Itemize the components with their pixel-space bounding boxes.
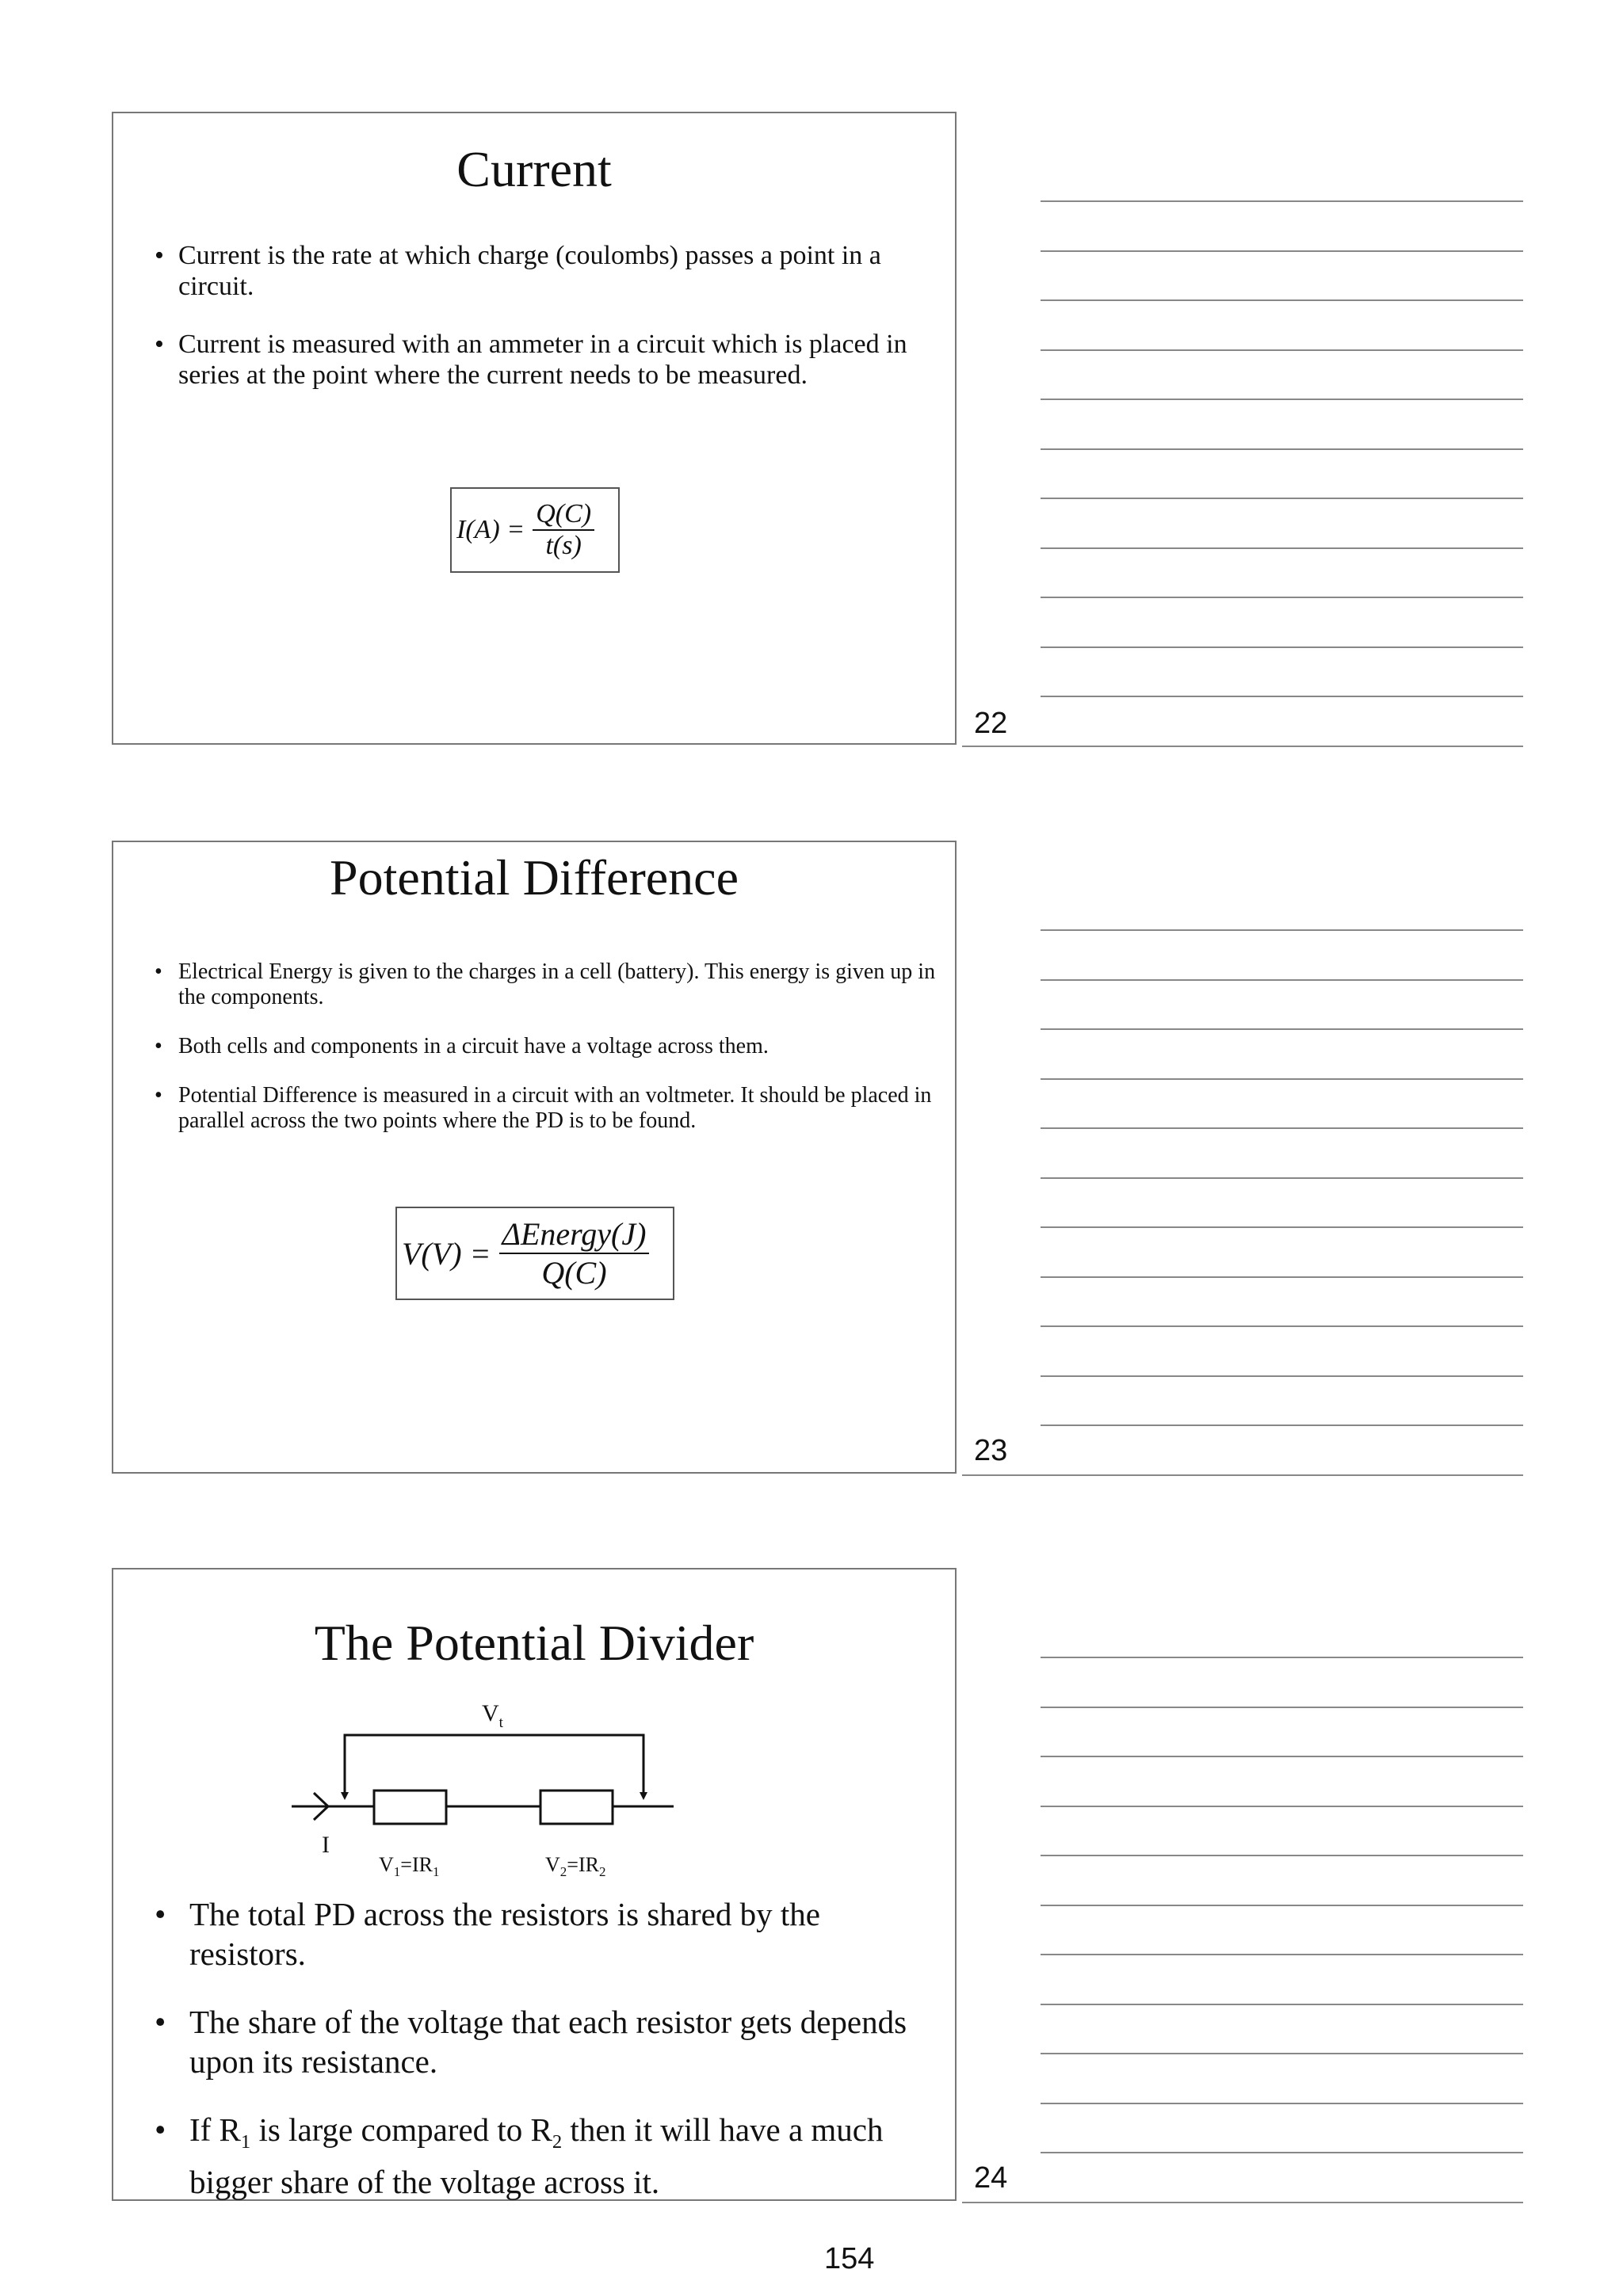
note-line (1041, 250, 1523, 252)
page-number: 154 (824, 2242, 875, 2275)
note-line (1041, 1707, 1523, 1708)
label-v1: $V_1=IR_1$ (379, 1853, 440, 1879)
note-line (1041, 1806, 1523, 1807)
slide-number: 24 (974, 2161, 1008, 2195)
slide-number: 22 (974, 707, 1008, 740)
note-line (1041, 1954, 1523, 1955)
note-line (1041, 399, 1523, 400)
formula-denominator: Q(C) (541, 1255, 607, 1291)
note-line (1041, 929, 1523, 931)
slide-title: Current (456, 141, 612, 197)
note-line (1041, 1425, 1523, 1426)
bullet-item: • The total PD across the resistors is shared by the resistors. (155, 1894, 936, 1974)
label-current: I (322, 1832, 330, 1858)
note-line (1041, 1325, 1523, 1327)
note-line (1041, 547, 1523, 549)
arrow-head-icon (341, 1792, 349, 1800)
formula-numerator: Q(C) (533, 499, 594, 531)
note-line (1041, 1657, 1523, 1658)
bullet-item: • Current is the rate at which charge (coulombs) passes a point in a circuit. (155, 240, 936, 302)
note-line (1041, 646, 1523, 648)
bullet-item: • If $R_1$ is large compared to $R_2$ then it will have a much bigger share of the voltage across it. (155, 2110, 936, 2202)
note-line (1041, 349, 1523, 351)
note-line (1041, 1276, 1523, 1278)
note-line (1041, 1028, 1523, 1030)
note-line (962, 2202, 1523, 2203)
note-line (1041, 1078, 1523, 1080)
note-line (1041, 1226, 1523, 1228)
formula-lhs: V(V) = (402, 1235, 491, 1272)
resistor-1 (374, 1791, 446, 1824)
formula-numerator: ΔEnergy(J) (499, 1215, 650, 1254)
bullet-item: • Potential Difference is measured in a circuit with an voltmeter. It should be placed in parallel across the two points where the PD is to be found. (155, 1083, 936, 1134)
bullet-item: • Both cells and components in a circuit have a voltage across them. (155, 1034, 936, 1059)
note-line (1041, 1177, 1523, 1179)
note-line (962, 1474, 1523, 1476)
note-line (1041, 979, 1523, 981)
slide-title: The Potential Divider (314, 1615, 754, 1671)
bullet-item: • Current is measured with an ammeter in a circuit which is placed in series at the point where the current needs to be measured. (155, 329, 936, 391)
note-line (1041, 696, 1523, 697)
note-line (1041, 2004, 1523, 2005)
note-line (1041, 1127, 1523, 1129)
resistor-2 (540, 1791, 613, 1824)
note-line (1041, 2053, 1523, 2054)
note-line (1041, 448, 1523, 450)
note-line (1041, 2152, 1523, 2153)
formula-denominator: t(s) (545, 531, 582, 560)
note-line (962, 746, 1523, 747)
note-line (1041, 2103, 1523, 2104)
formula-lhs: I(A) = (456, 515, 525, 544)
note-line (1041, 597, 1523, 598)
slide-title: Potential Difference (330, 849, 739, 906)
note-line (1041, 1855, 1523, 1856)
note-line (1041, 1905, 1523, 1906)
note-line (1041, 299, 1523, 301)
label-v2: $V_2=IR_2$ (545, 1853, 606, 1879)
note-line (1041, 498, 1523, 499)
note-line (1041, 1375, 1523, 1377)
bullet-item: • Electrical Energy is given to the charges in a cell (battery). This energy is given up in the components. (155, 959, 936, 1010)
label-vt: $V_t$ (482, 1700, 503, 1731)
bullet-item: • The share of the voltage that each resistor gets depends upon its resistance. (155, 2002, 936, 2081)
note-line (1041, 200, 1523, 202)
arrow-head-icon (640, 1792, 647, 1800)
note-line (1041, 1756, 1523, 1757)
slide-number: 23 (974, 1434, 1008, 1467)
voltmeter-bracket (345, 1735, 643, 1794)
